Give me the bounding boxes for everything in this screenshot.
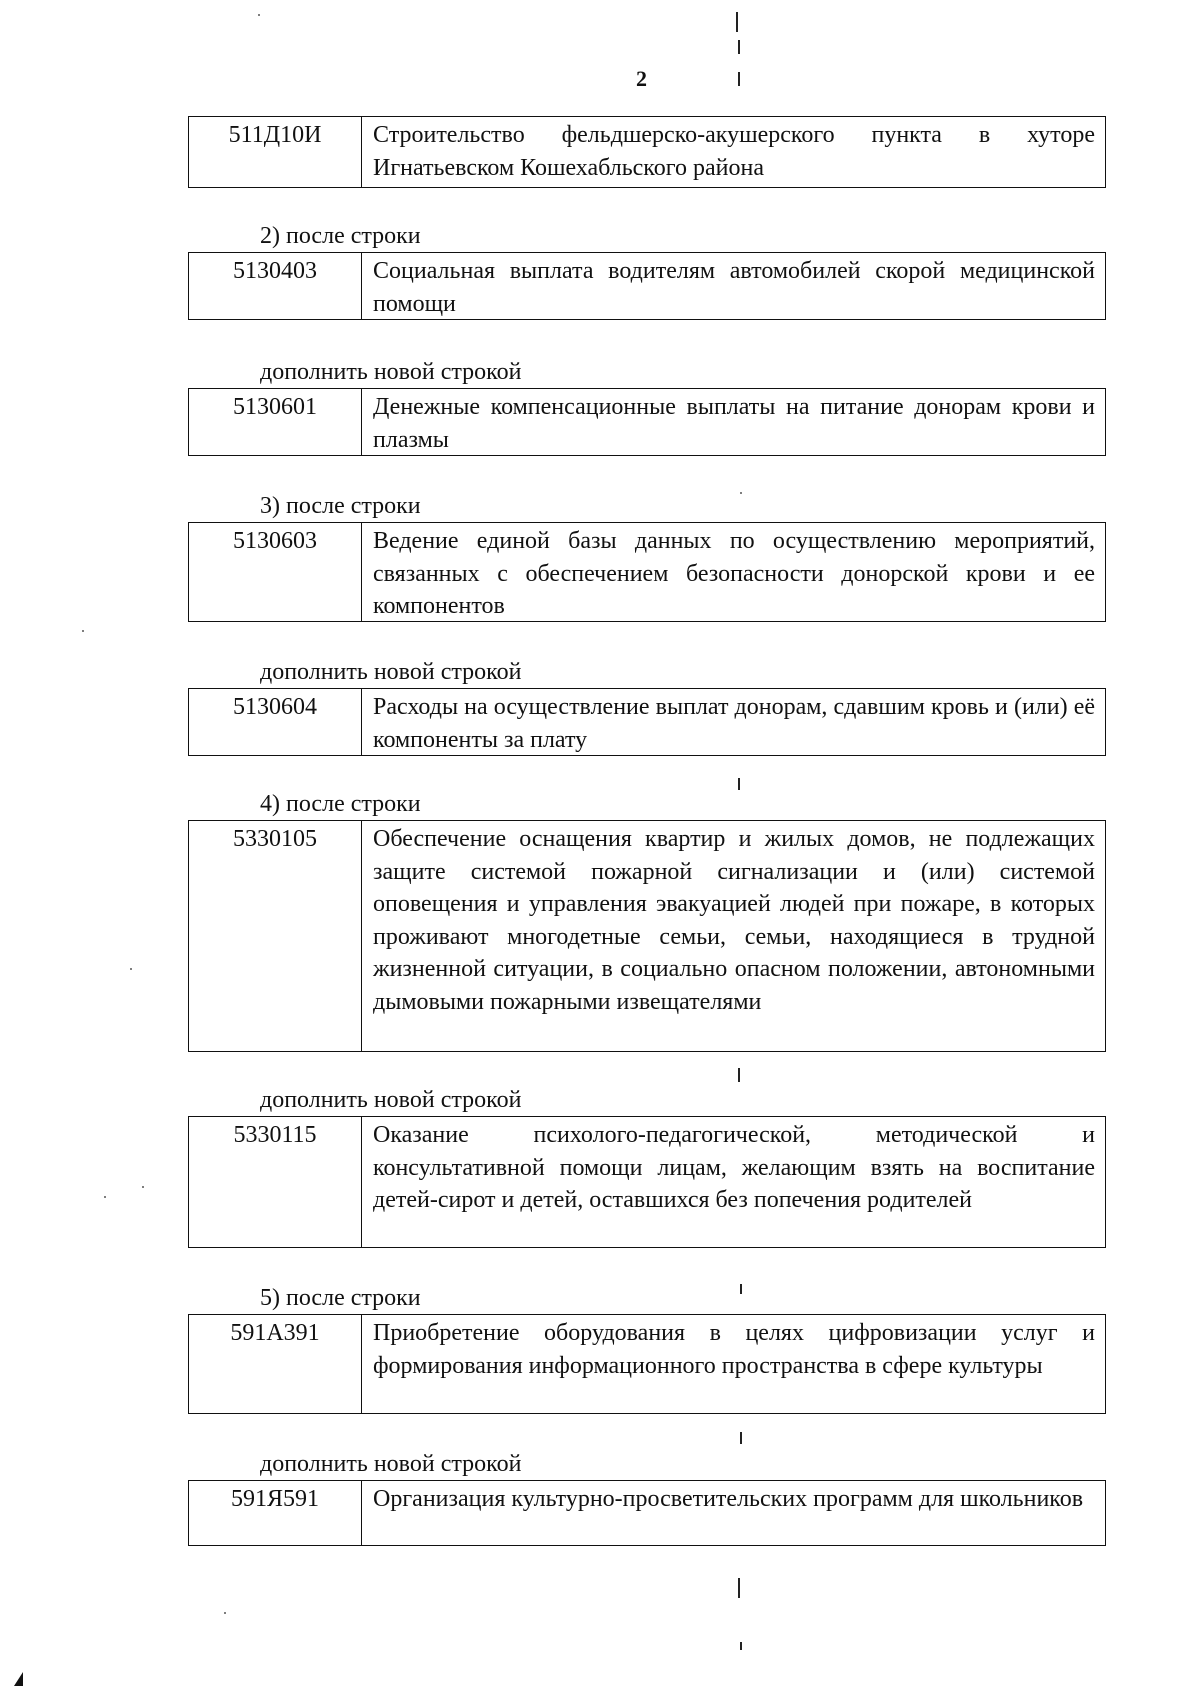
instruction-text: 3) после строки <box>260 493 421 519</box>
table-row <box>188 522 1106 622</box>
row-code: 5130601 <box>189 389 362 455</box>
scan-dot <box>740 492 742 494</box>
table-row <box>188 820 1106 1052</box>
scan-mark <box>738 1578 740 1598</box>
scan-mark <box>736 12 738 32</box>
row-description: Строительство фельдшерско-акушерского пункта в хуторе Игнатьевском Кошехабльского района <box>373 122 1095 181</box>
row-code: 511Д10И <box>189 117 362 187</box>
scan-mark <box>738 40 740 54</box>
table-row <box>188 116 1106 188</box>
row-code: 5330105 <box>189 821 362 1051</box>
scan-dot <box>104 1196 106 1198</box>
instruction-text: дополнить новой строкой <box>260 359 522 385</box>
scan-dot <box>258 14 260 16</box>
table-row <box>188 1480 1106 1546</box>
table-row <box>188 252 1106 320</box>
scan-mark <box>738 778 740 790</box>
instruction-text: 4) после строки <box>260 791 421 817</box>
row-code: 591Я591 <box>189 1481 362 1545</box>
scan-dot <box>82 630 84 632</box>
scan-mark <box>738 1068 740 1082</box>
row-description: Приобретение оборудования в целях цифровизации услуг и формирования информационного пространства в сфере культуры <box>373 1320 1095 1379</box>
row-description: Обеспечение оснащения квартир и жилых домов, не подлежащих защите системой пожарной сигнализации и (или) системой оповещения и управления эвакуацией людей при пожаре, в которых проживают многодетные семьи, семьи, находящиеся в трудной жизненной ситуации, в социально опасном положении, автономными дымовыми пожарными извещателями <box>373 826 1095 1015</box>
row-description: Оказание психолого-педагогической, методической и консультативной помощи лицам, желающим взять на воспитание детей-сирот и детей, оставшихся без попечения родителей <box>373 1122 1095 1214</box>
row-description: Ведение единой базы данных по осуществлению мероприятий, связанных с обеспечением безопасности донорской крови и ее компонентов <box>373 528 1095 620</box>
scan-dot <box>130 968 132 970</box>
page-number: 2 <box>636 66 647 91</box>
row-code: 5330115 <box>189 1117 362 1247</box>
row-description: Денежные компенсационные выплаты на питание донорам крови и плазмы <box>373 394 1095 453</box>
scan-mark <box>740 1432 742 1444</box>
table-row <box>188 1116 1106 1248</box>
instruction-text: дополнить новой строкой <box>260 1087 522 1113</box>
instruction-text: 5) после строки <box>260 1285 421 1311</box>
scan-dot <box>142 1186 144 1188</box>
scan-corner-mark <box>14 1672 23 1686</box>
table-row <box>188 1314 1106 1414</box>
table-row <box>188 388 1106 456</box>
row-code: 591A391 <box>189 1315 362 1413</box>
row-code: 5130403 <box>189 253 362 319</box>
instruction-text: 2) после строки <box>260 223 421 249</box>
row-description: Социальная выплата водителям автомобилей скорой медицинской помощи <box>373 258 1095 317</box>
row-code: 5130603 <box>189 523 362 621</box>
scan-mark <box>740 1642 742 1650</box>
scan-mark <box>738 72 740 86</box>
instruction-text: дополнить новой строкой <box>260 659 522 685</box>
row-code: 5130604 <box>189 689 362 755</box>
table-row <box>188 688 1106 756</box>
scan-dot <box>224 1612 226 1614</box>
row-description: Расходы на осуществление выплат донорам, сдавшим кровь и (или) её компоненты за плату <box>373 694 1095 753</box>
row-description: Организация культурно-просветительских программ для школьников <box>373 1486 1084 1512</box>
scan-mark <box>740 1284 742 1294</box>
instruction-text: дополнить новой строкой <box>260 1451 522 1477</box>
